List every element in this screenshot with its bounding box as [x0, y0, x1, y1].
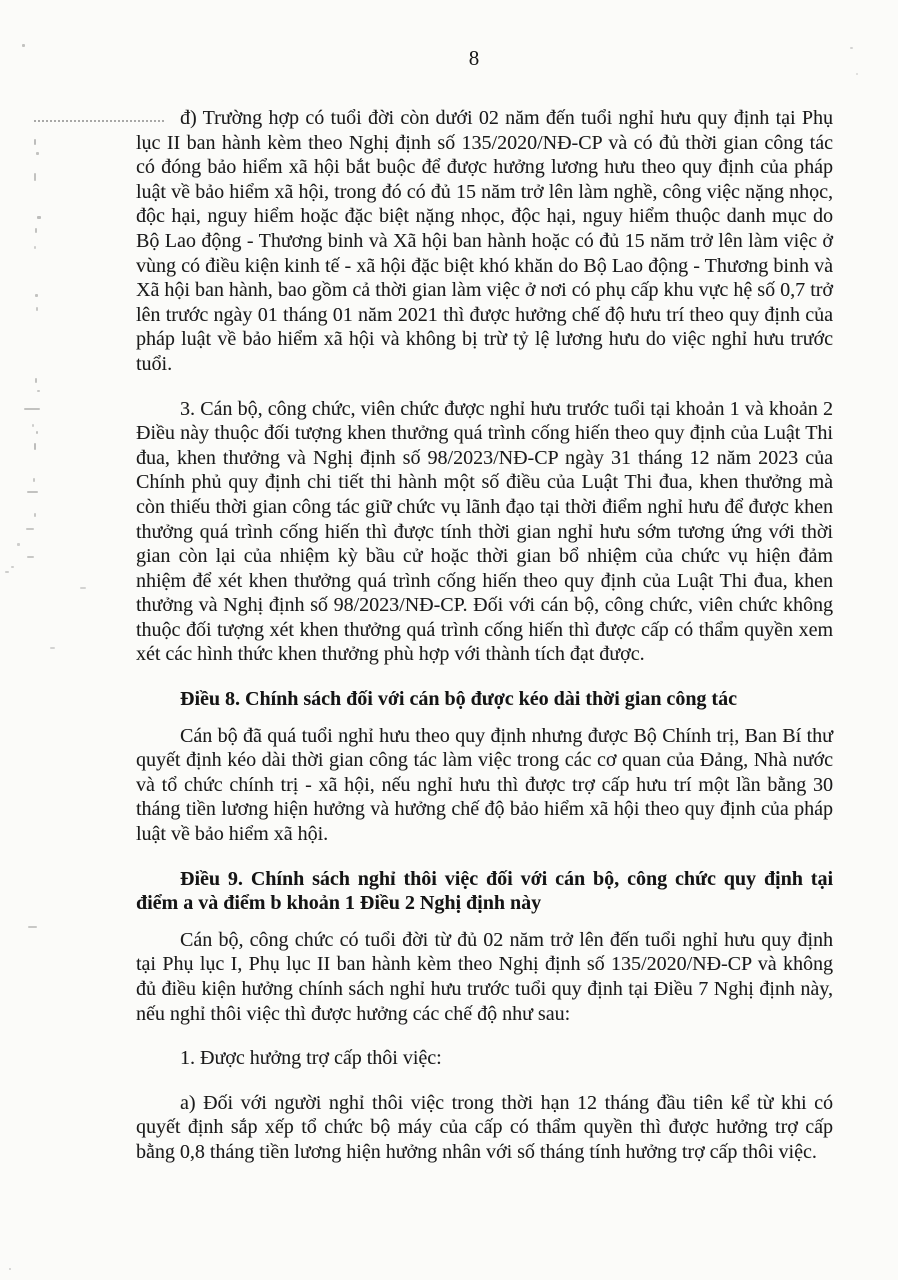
scan-speck: [80, 587, 86, 589]
scan-speck: [11, 566, 14, 568]
list-item-1: 1. Được hưởng trợ cấp thôi việc:: [180, 1047, 442, 1070]
page-number: 8: [468, 46, 480, 70]
scan-speck: [35, 228, 37, 233]
scan-speck: [850, 47, 853, 49]
scan-dash: [26, 528, 34, 530]
document-body: [136, 106, 833, 1185]
scan-speck: [37, 390, 40, 392]
scan-dash: [27, 556, 34, 558]
scan-speck: [9, 1268, 11, 1270]
paragraph-point-d: đ) Trường hợp có tuổi đời còn dưới 02 năm đến tuổi nghỉ hưu quy định tại Phụ lục II ban hành kèm theo Nghị định số 135/2020/NĐ-CP và có đủ thời gian công tác có đóng bảo hiểm xã hội bắt buộc để được hưởng lương hưu theo quy định của pháp luật về bảo hiểm xã hội, trong đó có đủ 15 năm trở lên làm nghề, công việc nặng nhọc, độc hại, nguy hiểm hoặc đặc biệt nặng nhọc, độc hại, nguy hiểm thuộc danh mục do Bộ Lao động - Thương binh và Xã hội ban hành hoặc có đủ 15 năm trở lên làm việc ở vùng có điều kiện kinh tế - xã hội đặc biệt khó khăn do Bộ Lao động - Thương binh và Xã hội ban hành, bao gồm cả thời gian làm việc ở nơi có phụ cấp khu vực hệ số 0,7 trở lên trước ngày 01 tháng 01 năm 2021 thì được hưởng chế độ hưu trí theo quy định của pháp luật về bảo hiểm xã hội và không bị trừ tỷ lệ lương hưu do việc nghỉ hưu trước tuổi.: [136, 107, 833, 375]
scan-dash: [27, 491, 38, 493]
scan-speck: [33, 478, 35, 482]
scan-speck: [34, 173, 36, 181]
scan-speck: [34, 139, 36, 145]
scan-dash: [28, 926, 37, 928]
scan-speck: [34, 246, 36, 249]
scan-speck: [37, 216, 41, 219]
scan-speck: [34, 443, 36, 450]
scan-dash: [24, 408, 40, 410]
scan-speck: [34, 513, 36, 517]
scan-speck: [36, 152, 39, 155]
paragraph-point-a: a) Đối với người nghỉ thôi việc trong thời hạn 12 tháng đầu tiên kể từ khi có quyết định sắp xếp tổ chức bộ máy của cấp có thẩm quyền thì được hưởng trợ cấp bằng 0,8 tháng tiền lương hiện hưởng nhân với số tháng tính hưởng trợ cấp thôi việc.: [136, 1091, 833, 1163]
scan-speck: [32, 424, 34, 427]
paragraph-article-8: Cán bộ đã quá tuổi nghỉ hưu theo quy định nhưng được Bộ Chính trị, Ban Bí thư quyết định kéo dài thời gian công tác làm việc trong các cơ quan của Đảng, Nhà nước và tổ chức chính trị - xã hội, nếu nghỉ hưu thì được trợ cấp hưu trí một lần bằng 30 tháng tiền lương hiện hưởng và hưởng chế độ bảo hiểm xã hội theo quy định của pháp luật về bảo hiểm xã hội.: [136, 724, 833, 846]
paragraph-article-9: Cán bộ, công chức có tuổi đời từ đủ 02 năm trở lên đến tuổi nghỉ hưu quy định tại Phụ lục I, Phụ lục II ban hành kèm theo Nghị định số 135/2020/NĐ-CP và không đủ điều kiện hưởng chính sách nghỉ hưu trước tuổi quy định tại Điều 7 Nghị định này, nếu nghỉ thôi việc thì được hưởng các chế độ như sau:: [136, 928, 833, 1025]
scan-speck: [17, 543, 20, 546]
paragraph-clause-3: 3. Cán bộ, công chức, viên chức được nghỉ hưu trước tuổi tại khoản 1 và khoản 2 Điều này thuộc đối tượng khen thưởng quá trình cống hiến theo quy định của Luật Thi đua, khen thưởng và Nghị định số 98/2023/NĐ-CP ngày 31 tháng 12 năm 2023 của Chính phủ quy định chi tiết thi hành một số điều của Luật Thi đua, khen thưởng mà còn thiếu thời gian công tác giữ chức vụ lãnh đạo tại thời điểm nghỉ hưu để được khen thưởng quá trình cống hiến thì được tính thời gian nghỉ hưu sớm tương ứng với thời gian còn lại của nhiệm kỳ bầu cử hoặc thời gian bổ nhiệm của chức vụ hiện đảm nhiệm để xét khen thưởng quá trình cống hiến theo quy định của Luật Thi đua, khen thưởng và Nghị định số 98/2023/NĐ-CP. Đối với cán bộ, công chức, viên chức không thuộc đối tượng xét khen thưởng quá trình cống hiến thì được cấp có thẩm quyền xem xét các hình thức khen thưởng phù hợp với thành tích đạt được.: [136, 397, 833, 666]
scan-speck: [50, 647, 55, 649]
scan-speck: [5, 571, 9, 573]
scan-speck: [35, 378, 37, 383]
scan-speck: [36, 307, 38, 311]
heading-article-9: Điều 9. Chính sách nghỉ thôi việc đối với cán bộ, công chức quy định tại điểm a và điểm b khoản 1 Điều 2 Nghị định này: [136, 867, 833, 915]
scan-speck: [35, 294, 38, 297]
scan-speck: [856, 73, 858, 75]
scan-speck: [22, 44, 25, 47]
scan-speck: [36, 431, 38, 434]
heading-article-8: Điều 8. Chính sách đối với cán bộ được kéo dài thời gian công tác: [180, 688, 737, 711]
